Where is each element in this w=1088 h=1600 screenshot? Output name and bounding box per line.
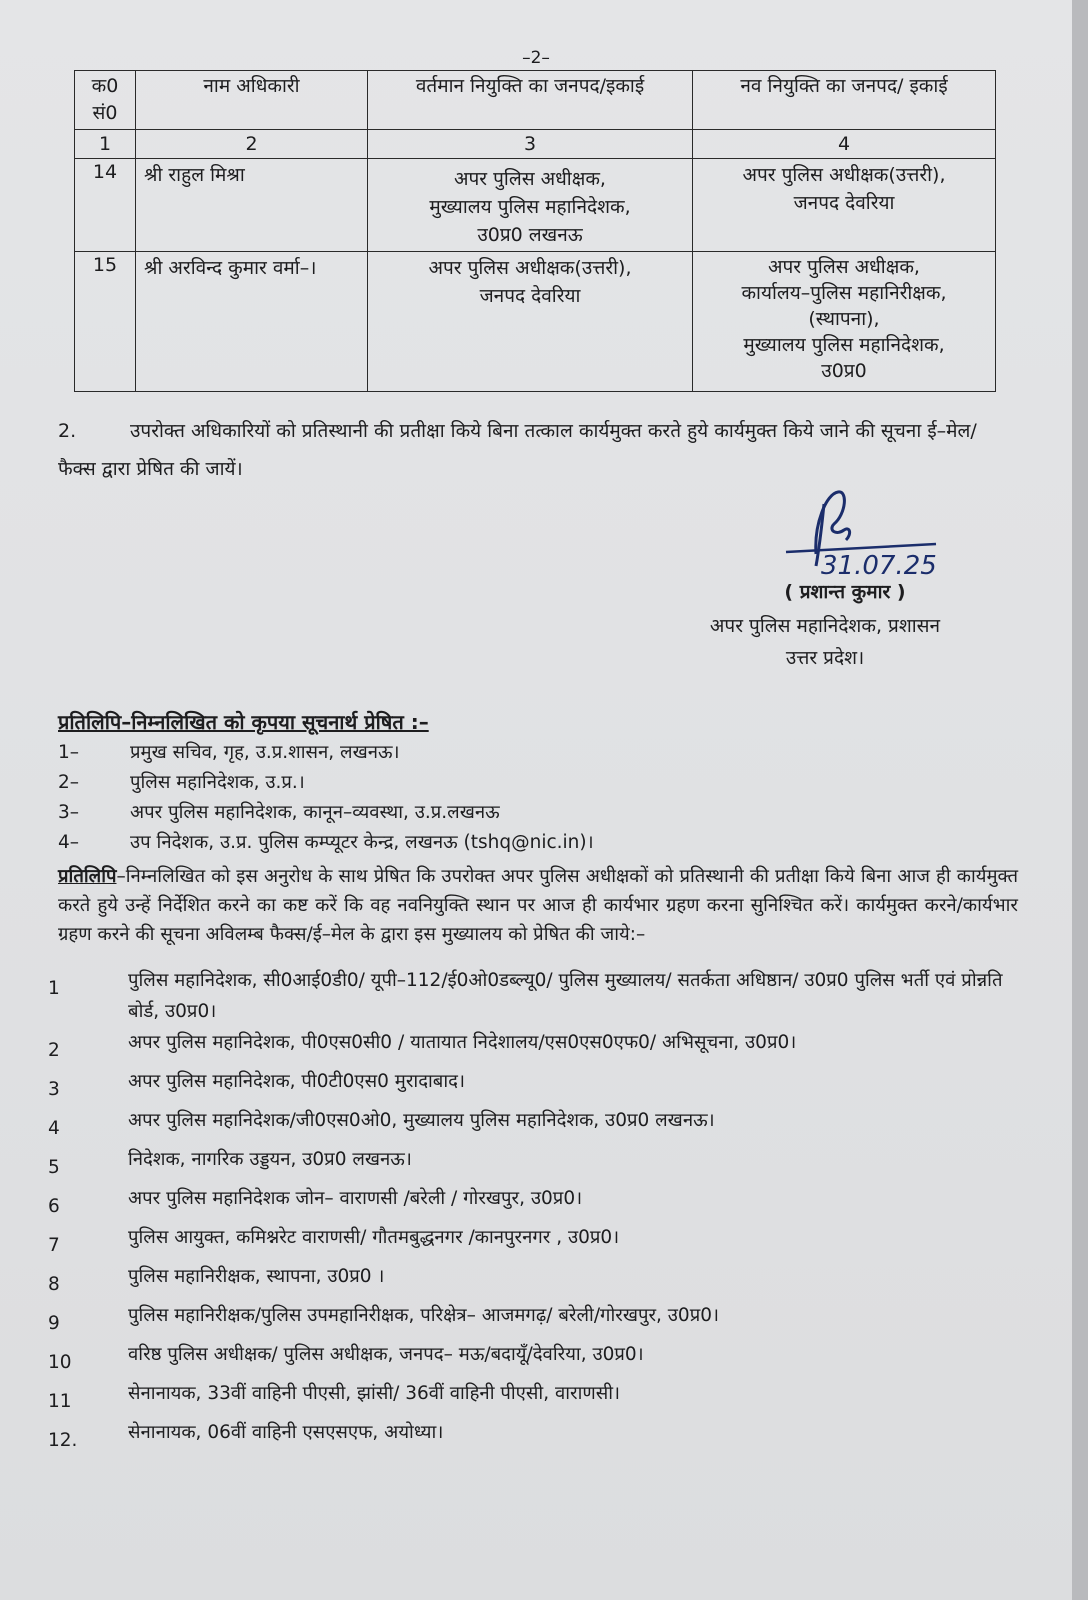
paragraph-2 — [58, 412, 1008, 488]
list-text: अपर पुलिस महानिदेशक/जी0एस0ओ0, मुख्यालय पुलिस महानिदेशक, उ0प्र0 लखनऊ। — [128, 1110, 715, 1131]
cell-new-posting — [693, 252, 996, 392]
list-item — [48, 1417, 1038, 1456]
cell-line: मुख्यालय पुलिस महानिदेशक, — [743, 334, 945, 356]
list-number: 11 — [48, 1391, 72, 1412]
cell-sno: 14 — [75, 159, 136, 252]
cell-line: कार्यालय–पुलिस महानिरीक्षक, — [741, 282, 947, 304]
list-text: अपर पुलिस महानिदेशक, पी0एस0सी0 / यातायात निदेशालय/एस0एस0एफ0/ अभिसूचना, उ0प्र0। — [128, 1032, 797, 1053]
cell-name: श्री अरविन्द कुमार वर्मा–। — [136, 252, 368, 392]
list-number: 12. — [48, 1430, 78, 1451]
list-number: 3 — [48, 1079, 60, 1100]
cell-line: अपर पुलिस अधीक्षक, — [768, 256, 920, 278]
state-line: उत्तर प्रदेश। — [785, 647, 865, 669]
table-row — [75, 159, 996, 252]
col-number: 1 — [75, 130, 136, 159]
cell-line: अपर पुलिस अधीक्षक(उत्तरी), — [428, 257, 632, 279]
list-item — [48, 1027, 1038, 1066]
list-item — [58, 738, 1018, 768]
list-text: अपर पुलिस महानिदेशक, कानून–व्यवस्था, उ.प्र.लखनऊ — [130, 802, 500, 823]
col-number: 2 — [136, 130, 368, 159]
signatory-name: ( प्रशान्त कुमार ) — [784, 581, 906, 603]
cell-line: (स्थापना), — [808, 308, 880, 330]
list-text: प्रमुख सचिव, गृह, उ.प्र.शासन, लखनऊ। — [130, 742, 400, 763]
cell-new-posting — [693, 159, 996, 252]
list-item — [48, 1066, 1038, 1105]
list-text: पुलिस महानिरीक्षक/पुलिस उपमहानिरीक्षक, परिक्षेत्र– आजमगढ़/ बरेली/गोरखपुर, उ0प्र0। — [128, 1305, 720, 1326]
signature-date: 31.07.25 — [821, 551, 937, 581]
list-item — [48, 1339, 1038, 1378]
signature-mark — [776, 484, 946, 584]
list-number: 7 — [48, 1235, 60, 1256]
header-new-posting: नव नियुक्ति का जनपद/ इकाई — [693, 71, 996, 130]
list-item — [58, 768, 1018, 798]
list-number: 4– — [58, 832, 80, 853]
copy-list-1 — [58, 738, 1018, 858]
list-text: पुलिस महानिदेशक, सी0आई0डी0/ यूपी–112/ई0ओ0डब्ल्यू0/ पुलिस मुख्यालय/ सतर्कता अधिष्ठान/ उ0प्र0 पुलिस भर्ती एवं प्रोन्नति बोर्ड, उ0प्र0। — [128, 970, 1003, 1022]
list-number: 10 — [48, 1352, 72, 1373]
list-number: 2– — [58, 772, 80, 793]
list-text: सेनानायक, 06वीं वाहिनी एसएसएफ, अयोध्या। — [128, 1422, 444, 1443]
adjacent-page-edge — [1072, 0, 1088, 1600]
paragraph-number: 2. — [58, 420, 77, 442]
column-number-row — [75, 130, 996, 159]
cell-current-posting — [368, 252, 693, 392]
cell-line: अपर पुलिस अधीक्षक(उत्तरी), — [742, 164, 946, 186]
list-number: 3– — [58, 802, 80, 823]
list-item — [48, 1261, 1038, 1300]
list-text: पुलिस महानिरीक्षक, स्थापना, उ0प्र0 । — [128, 1266, 385, 1287]
paragraph-text: उपरोक्त अधिकारियों को प्रतिस्थानी की प्रतीक्षा किये बिना तत्काल कार्यमुक्त करते हुये कार्यमुक्त किये जाने की सूचना ई–मेल/फैक्स द्वारा प्रेषित की जायें। — [58, 420, 977, 480]
table-header-row — [75, 71, 996, 130]
list-text: उप निदेशक, उ.प्र. पुलिस कम्प्यूटर केन्द्र, लखनऊ (tshq@nic.in)। — [130, 832, 594, 853]
list-text: सेनानायक, 33वीं वाहिनी पीएसी, झांसी/ 36वीं वाहिनी पीएसी, वाराणसी। — [128, 1383, 621, 1404]
list-item — [48, 965, 1038, 1027]
list-item — [48, 1105, 1038, 1144]
list-item — [58, 798, 1018, 828]
list-text: अपर पुलिस महानिदेशक, पी0टी0एस0 मुरादाबाद। — [128, 1071, 465, 1092]
cell-sno: 15 — [75, 252, 136, 392]
header-current-posting: वर्तमान नियुक्ति का जनपद/इकाई — [368, 71, 693, 130]
list-item — [48, 1183, 1038, 1222]
list-text: निदेशक, नागरिक उड्डयन, उ0प्र0 लखनऊ। — [128, 1149, 412, 1170]
copy-paragraph-2 — [58, 862, 1018, 949]
cell-line: अपर पुलिस अधीक्षक, — [454, 168, 606, 190]
list-item — [48, 1300, 1038, 1339]
copy-label: प्रतिलिपि — [58, 866, 117, 887]
list-number: 8 — [48, 1274, 60, 1295]
list-item — [48, 1144, 1038, 1183]
list-text: पुलिस महानिदेशक, उ.प्र.। — [130, 772, 305, 793]
copy-text: –निम्नलिखित को इस अनुरोध के साथ प्रेषित कि उपरोक्त अपर पुलिस अधीक्षकों को प्रतिस्थानी की प्रतीक्षा किये बिना आज ही कार्यमुक्त करते हुये उन्हें निर्देशित करने का कष्ट करें कि वह नवनियुक्ति स्थान पर आज ही कार्यभार ग्रहण करना सुनिश्चित करें। कार्यमुक्त करने/कार्यभार ग्रहण करने की सूचना अविलम्ब फैक्स/ई–मेल के द्वारा इस मुख्यालय को प्रेषित की जाये:– — [58, 866, 1018, 945]
list-item — [48, 1378, 1038, 1417]
list-item — [58, 828, 1018, 858]
cell-line: उ0प्र0 — [821, 360, 867, 382]
list-number: 1– — [58, 742, 80, 763]
list-number: 1 — [48, 978, 60, 999]
list-number: 6 — [48, 1196, 60, 1217]
list-number: 9 — [48, 1313, 60, 1334]
cell-line: जनपद देवरिया — [793, 192, 895, 214]
list-number: 2 — [48, 1040, 60, 1061]
col-number: 4 — [693, 130, 996, 159]
list-number: 5 — [48, 1157, 60, 1178]
copy-list-2 — [48, 965, 1038, 1456]
cell-name: श्री राहुल मिश्रा — [136, 159, 368, 252]
cell-current-posting — [368, 159, 693, 252]
header-sno: क0 सं0 — [75, 71, 136, 130]
col-number: 3 — [368, 130, 693, 159]
table-row — [75, 252, 996, 392]
list-item — [48, 1222, 1038, 1261]
cell-line: उ0प्र0 लखनऊ — [477, 224, 583, 246]
list-text: वरिष्ठ पुलिस अधीक्षक/ पुलिस अधीक्षक, जनपद– मऊ/बदायूँ/देवरिया, उ0प्र0। — [128, 1344, 644, 1365]
list-number: 4 — [48, 1118, 60, 1139]
cell-line: मुख्यालय पुलिस महानिदेशक, — [429, 196, 631, 218]
transfer-table — [74, 70, 996, 392]
page-number: –2– — [522, 48, 550, 68]
cell-line: जनपद देवरिया — [479, 285, 581, 307]
list-text: अपर पुलिस महानिदेशक जोन– वाराणसी /बरेली / गोरखपुर, उ0प्र0। — [128, 1188, 583, 1209]
signatory-designation — [660, 610, 990, 674]
header-name: नाम अधिकारी — [136, 71, 368, 130]
designation-line: अपर पुलिस महानिदेशक, प्रशासन — [709, 615, 941, 637]
copy-heading-1: प्रतिलिपि–निम्नलिखित को कृपया सूचनार्थ प्रेषित :– — [58, 710, 429, 734]
list-text: पुलिस आयुक्त, कमिश्नरेट वाराणसी/ गौतमबुद्धनगर /कानपुरनगर , उ0प्र0। — [128, 1227, 620, 1248]
